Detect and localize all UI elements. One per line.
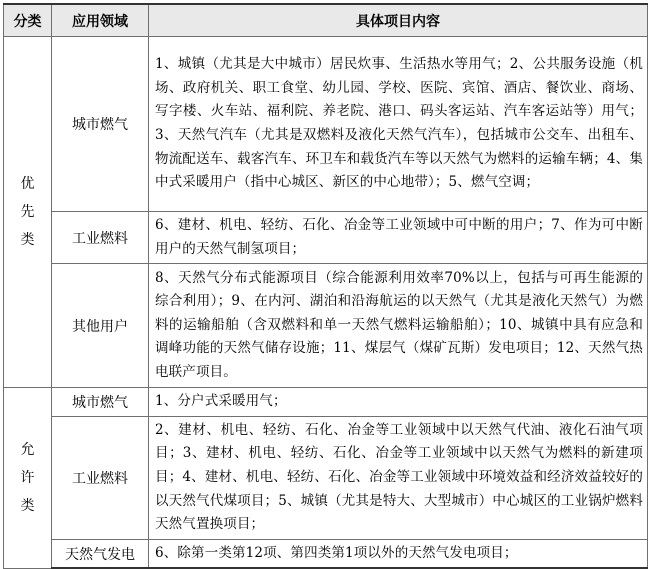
category-char: 允 bbox=[20, 442, 35, 459]
table-row bbox=[4, 37, 648, 212]
header-field: 应用领域 bbox=[52, 4, 149, 37]
table-row bbox=[4, 416, 648, 539]
content-cell: 2、建材、机电、轻纺、石化、冶金等工业领域中以天然气代油、液化石油气项目；3、建材、机电、轻纺、石化、冶金等工业领域中以天然气为燃料的新建项目；4、建材、机电、轻纺、石化、冶金等工业领域中环境效益和经济效益较好的以天然气代煤项目；5、城镇（尤其是特大、大型城市）中心城区的工业锅炉燃料天然气置换项目； bbox=[149, 416, 648, 539]
header-content: 具体项目内容 bbox=[149, 4, 648, 37]
category-allowed bbox=[4, 388, 52, 569]
field-cell: 城市燃气 bbox=[52, 388, 149, 417]
header-category: 分类 bbox=[4, 4, 52, 37]
table-row bbox=[4, 388, 648, 417]
field-cell: 其他用户 bbox=[52, 264, 149, 388]
category-char: 类 bbox=[20, 498, 35, 515]
table-header-row bbox=[4, 4, 648, 37]
table-row bbox=[4, 539, 648, 568]
category-priority bbox=[4, 37, 52, 388]
category-char: 类 bbox=[20, 232, 35, 249]
field-cell: 工业燃料 bbox=[52, 212, 149, 264]
table-row bbox=[4, 264, 648, 388]
field-cell: 工业燃料 bbox=[52, 416, 149, 539]
content-cell: 1、分户式采暖用气； bbox=[149, 388, 648, 417]
field-cell: 天然气发电 bbox=[52, 539, 149, 568]
category-char: 优 bbox=[20, 176, 35, 193]
content-cell: 6、除第一类第12项、第四类第1项以外的天然气发电项目； bbox=[149, 539, 648, 568]
category-char: 先 bbox=[20, 204, 35, 221]
category-char: 许 bbox=[20, 470, 35, 487]
content-cell: 8、天然气分布式能源项目（综合能源利用效率70%以上，包括与可再生能源的综合利用）；9、在内河、湖泊和沿海航运的以天然气（尤其是液化天然气）为燃料的运输船舶（含双燃料和单一天然气燃料运输船舶）；10、城镇中具有应急和调峰功能的天然气储存设施；11、煤层气（煤矿瓦斯）发电项目；12、天然气热电联产项目。 bbox=[149, 264, 648, 388]
content-cell: 1、城镇（尤其是大中城市）居民炊事、生活热水等用气；2、公共服务设施（机场、政府机关、职工食堂、幼儿园、学校、医院、宾馆、酒店、餐饮业、商场、写字楼、火车站、福利院、养老院、港口、码头客运站、汽车客运站等）用气；3、天然气汽车（尤其是双燃料及液化天然气汽车），包括城市公交车、出租车、物流配送车、载客汽车、环卫车和载货汽车等以天然气为燃料的运输车辆；4、集中式采暖用户（指中心城区、新区的中心地带）；5、燃气空调； bbox=[149, 37, 648, 212]
table-row bbox=[4, 212, 648, 264]
gas-usage-policy-table bbox=[3, 3, 648, 569]
content-cell: 6、建材、机电、轻纺、石化、冶金等工业领域中可中断的用户；7、作为可中断用户的天然气制氢项目； bbox=[149, 212, 648, 264]
field-cell: 城市燃气 bbox=[52, 37, 149, 212]
